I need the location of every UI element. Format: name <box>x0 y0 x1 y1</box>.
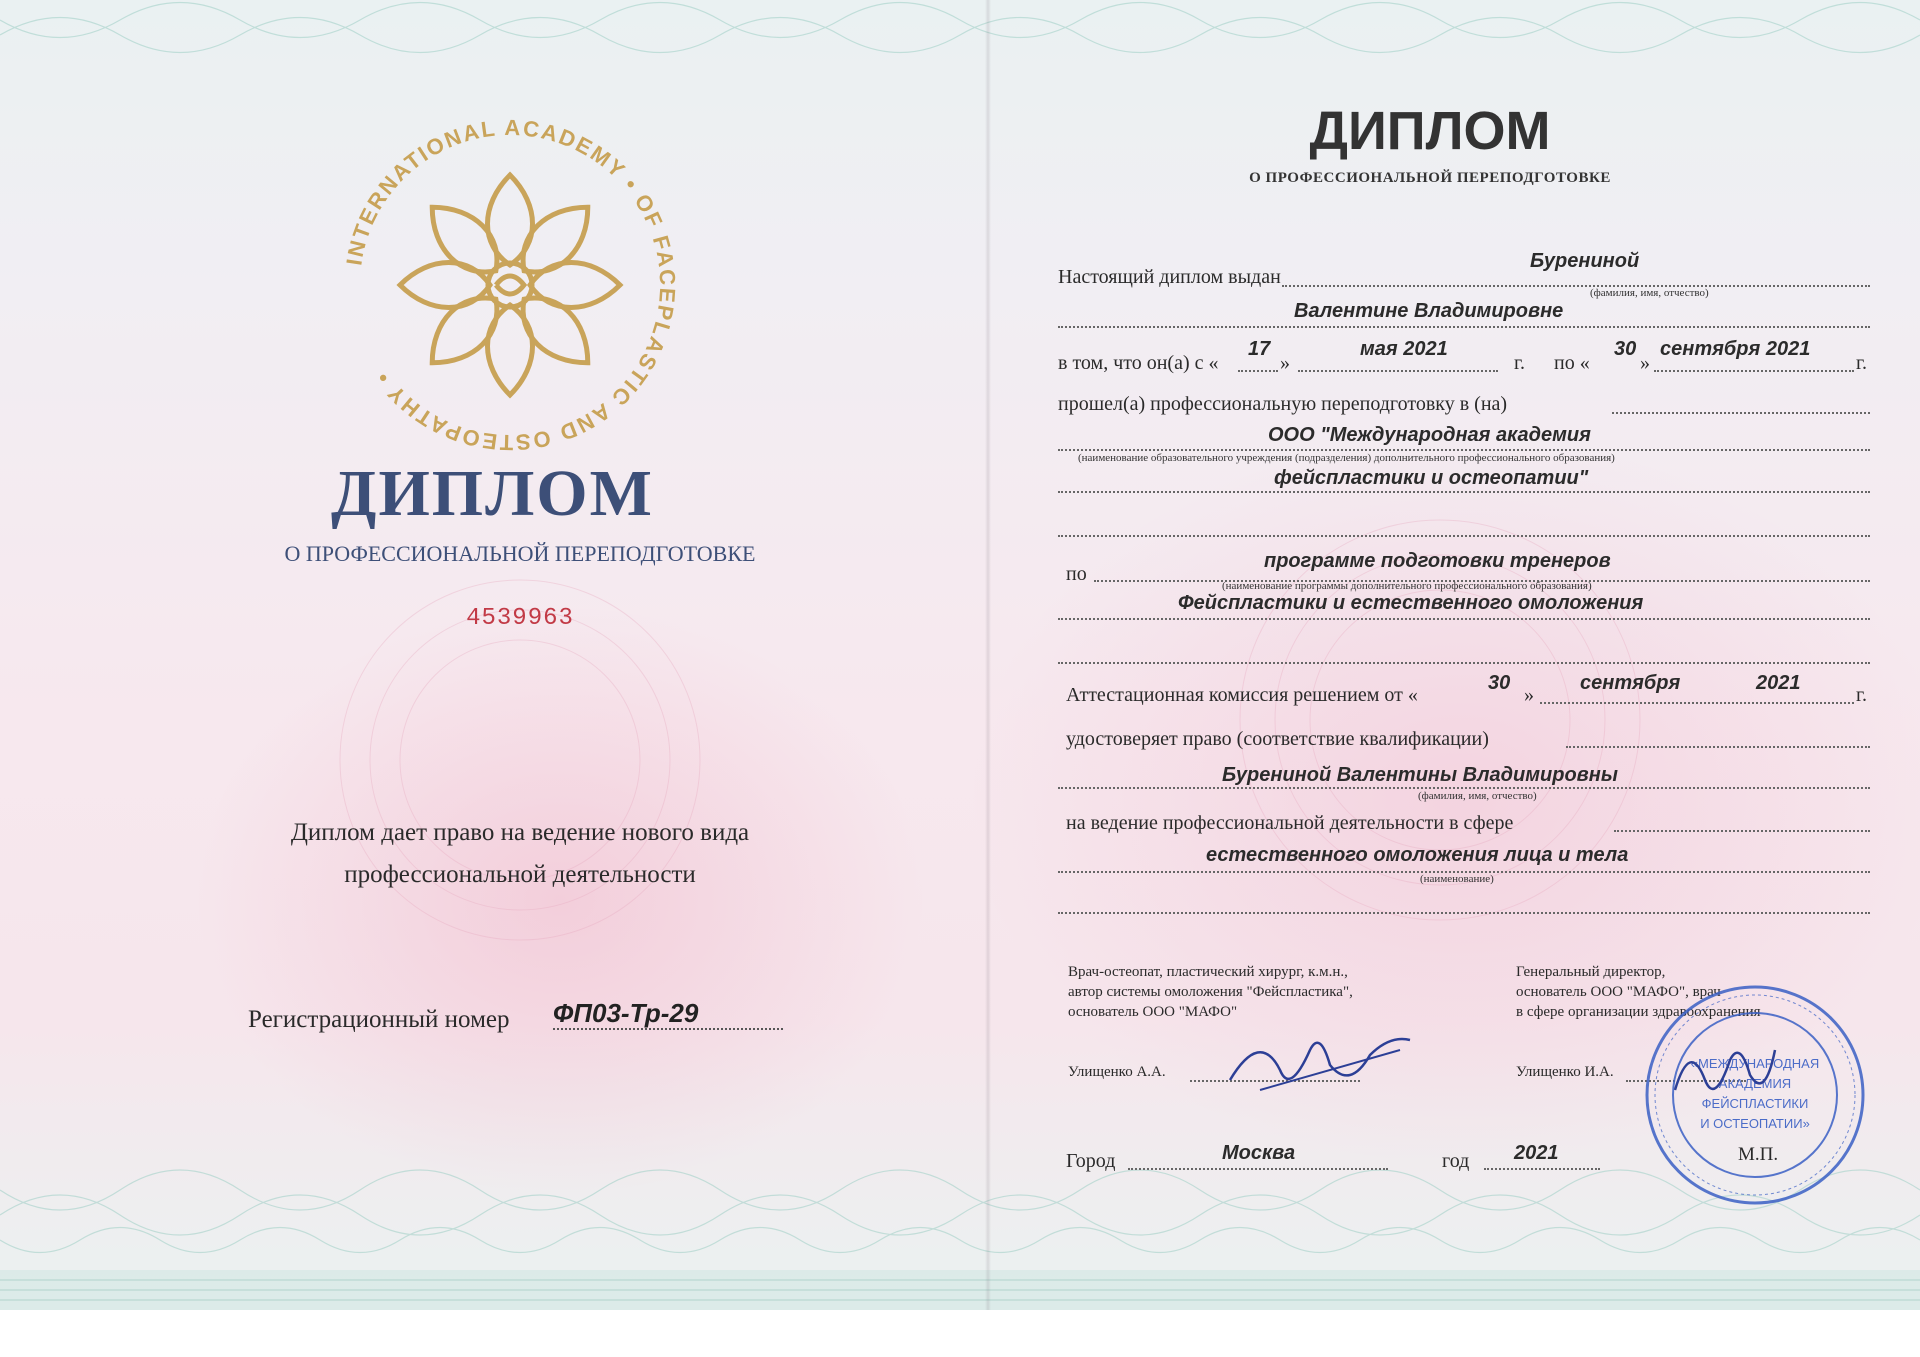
sphere-hint: (наименование) <box>1420 873 1494 885</box>
svg-text:ФЕЙСПЛАСТИКИ: ФЕЙСПЛАСТИКИ <box>1701 1096 1809 1111</box>
start-day: 17 <box>1248 338 1271 360</box>
academy-logo <box>320 95 700 475</box>
commission-month: сентября <box>1580 672 1681 694</box>
registration-row <box>248 998 699 1034</box>
name-value: Валентине Владимировне <box>1294 300 1564 322</box>
svg-text:«МЕЖДУНАРОДНАЯ: «МЕЖДУНАРОДНАЯ <box>1690 1056 1820 1071</box>
city-value: Москва <box>1222 1142 1296 1164</box>
program-value-1: программе подготовки тренеров <box>1264 550 1611 572</box>
institution-value-2: фейспластики и остеопатии" <box>1274 467 1589 489</box>
signature-2 <box>1670 1030 1780 1110</box>
institution-line-2 <box>1058 491 1870 493</box>
left-subtitle: О ПРОФЕССИОНАЛЬНОЙ ПЕРЕПОДГОТОВКЕ <box>284 541 756 566</box>
sphere-value: естественного омоложения лица и тела <box>1206 844 1629 866</box>
left-title: ДИПЛОМ <box>331 457 654 530</box>
signer2-line-1: Генеральный директор, <box>1516 964 1666 980</box>
signer1-line-1: Врач-остеопат, пластический хирург, к.м.н., <box>1068 964 1348 980</box>
logo-ring-text: INTERNATIONAL ACADEMY • OF FACEPLASTIC AND OSTEOPATHY • <box>341 114 681 456</box>
institution-line-1 <box>1058 449 1870 451</box>
g-label-2: г. <box>1856 352 1867 374</box>
blank-line-2 <box>1058 662 1870 664</box>
signer2-line-2: основатель ООО "МАФО", врач <box>1516 984 1721 1000</box>
program-hint: (наименование программы дополнительного профессионального образования) <box>1222 580 1592 592</box>
program-line-2 <box>1058 618 1870 620</box>
sphere-line-1 <box>1614 830 1870 832</box>
fio-hint: (фамилия, имя, отчество) <box>1590 287 1709 299</box>
certifies-label: удостоверяет право (соответствие квалификации) <box>1066 728 1489 750</box>
fio-hint-2: (фамилия, имя, отчество) <box>1418 790 1537 802</box>
quote-close-2: » <box>1640 352 1650 374</box>
signer1-line-2: автор системы омоложения "Фейспластика", <box>1068 984 1353 1000</box>
rights-statement <box>200 812 840 896</box>
year-value: 2021 <box>1514 1142 1559 1164</box>
institution-value-1: ООО "Международная академия <box>1268 424 1591 446</box>
name-line <box>1058 326 1870 328</box>
lotus-icon <box>400 175 620 395</box>
blank-line-1 <box>1058 535 1870 537</box>
signer1-line-3: основатель ООО "МАФО" <box>1068 1004 1238 1020</box>
start-month-year: мая 2021 <box>1360 338 1448 360</box>
retraining-label: прошел(а) профессиональную переподготовку в (на) <box>1058 393 1508 415</box>
full-name-value: Бурениной Валентины Владимировны <box>1222 764 1618 786</box>
g-label-3: г. <box>1856 684 1867 706</box>
start-day-line <box>1238 370 1278 372</box>
signer2-name: Улищенко И.А. <box>1516 1064 1614 1080</box>
po-label: по « <box>1554 352 1590 374</box>
program-label: по <box>1066 563 1087 585</box>
start-month-line <box>1298 370 1498 372</box>
right-subtitle: О ПРОФЕССИОНАЛЬНОЙ ПЕРЕПОДГОТОВКЕ <box>1249 170 1611 186</box>
commission-label: Аттестационная комиссия решением от « <box>1066 684 1418 706</box>
year-line <box>1484 1168 1600 1170</box>
quote-close-1: » <box>1280 352 1290 374</box>
certifies-line <box>1566 746 1870 748</box>
program-value-2: Фейспластики и естественного омоложения <box>1178 592 1644 614</box>
period-prefix: в том, что он(а) с « <box>1058 352 1219 374</box>
sphere-label: на ведение профессиональной деятельности в сфере <box>1066 812 1514 834</box>
svg-text:INTERNATIONAL ACADEMY • OF FAC <box>341 115 680 455</box>
commission-date-line <box>1540 702 1854 704</box>
rights-line-1: Диплом дает право на ведение нового вида <box>290 819 750 846</box>
surname-line <box>1282 285 1870 287</box>
retraining-line <box>1612 412 1870 414</box>
right-title: ДИПЛОМ <box>1309 101 1551 161</box>
svg-text:АКАДЕМИЯ: АКАДЕМИЯ <box>1718 1076 1792 1091</box>
blank-line-3 <box>1058 912 1870 914</box>
end-day: 30 <box>1614 338 1637 360</box>
registration-label: Регистрационный номер <box>248 1006 510 1033</box>
signature-1 <box>1220 1010 1420 1100</box>
rights-line-2: профессиональной деятельности <box>344 861 696 888</box>
end-month-year: сентября 2021 <box>1660 338 1811 360</box>
signer1-name: Улищенко А.А. <box>1068 1064 1166 1080</box>
page-fold <box>985 0 991 1310</box>
city-line <box>1128 1168 1388 1170</box>
institution-hint: (наименование образовательного учреждения (подразделения) дополнительного профессионального образования) <box>1078 452 1615 464</box>
registration-number: ФП03-Тр-29 <box>553 998 699 1028</box>
signer2-line-3: в сфере организации здравоохранения <box>1516 1004 1761 1020</box>
issued-to-label: Настоящий диплом выдан <box>1058 266 1281 288</box>
full-name-line <box>1058 787 1870 789</box>
g-label-1: г. <box>1514 352 1525 374</box>
end-month-line <box>1654 370 1854 372</box>
quote-close-3: » <box>1524 684 1534 706</box>
commission-year: 2021 <box>1756 672 1801 694</box>
city-label: Город <box>1066 1150 1116 1172</box>
surname-value: Бурениной <box>1530 250 1640 272</box>
serial-number: 4539963 <box>466 605 574 632</box>
svg-text:И ОСТЕОПАТИИ»: И ОСТЕОПАТИИ» <box>1700 1116 1810 1131</box>
mp-label: М.П. <box>1738 1144 1779 1165</box>
commission-day: 30 <box>1488 672 1511 694</box>
registration-dotted-line <box>553 1028 783 1030</box>
year-label: год <box>1442 1150 1470 1172</box>
